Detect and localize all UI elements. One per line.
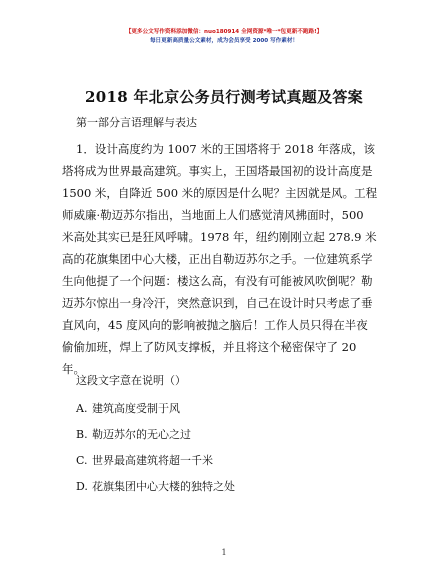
passage-line: 高的花旗集团中心大楼，正出自勒迈苏尔之手。一位建筑系学 [62,252,373,266]
answer-options [76,396,235,500]
passage-line: 米高处其实已是狂风呼啸。1978 年，纽约刚刚立起 278.9 米 [62,230,377,244]
option-d [76,474,235,500]
option-b [76,422,235,448]
option-text: 花旗集团中心大楼的独特之处 [92,480,235,493]
passage-line: 师威廉·勒迈苏尔指出，当地面上人们感觉清风拂面时，500 [62,208,364,222]
passage-line: 直风向，45 度风向的影响被抛之脑后！工作人员只得在半夜 [62,318,368,332]
passage-line: 生向他提了一个问题：楼这么高，有没有可能被风吹倒呢？勒 [62,274,373,288]
passage-line: 年。 [62,362,85,376]
option-text: 勒迈苏尔的无心之过 [92,428,191,441]
document-title: 2018 年北京公务员行测考试真题及答案 [85,88,363,106]
question-prompt: 这段文字意在说明（） [76,374,186,387]
option-a [76,396,235,422]
promo-banner [0,28,448,46]
section-heading: 第一部分言语理解与表达 [76,116,197,129]
promo-banner-line-1: 【更多公文写作资料添加微信：nuo180914 全网资源*唯一*包更新不跑路!】 [125,29,323,35]
option-c [76,448,235,474]
option-key: A. [76,402,88,415]
option-key: D. [76,480,88,493]
page-number: 1 [221,548,227,557]
promo-banner-line-2: 每日更新高质量公文素材，成为会员享受 2000 写作素材！ [149,38,299,44]
passage-line: 迈苏尔惊出一身冷汗，突然意识到，自己在设计时只考虑了垂 [62,296,373,310]
option-text: 世界最高建筑将超一千米 [92,454,213,467]
passage-line: 1．设计高度约为 1007 米的王国塔将于 2018 年落成，该 [76,142,375,156]
passage-line: 塔将成为世界最高建筑。事实上，王国塔最国初的设计高度是 [62,164,373,178]
option-key: B. [76,428,88,441]
option-key: C. [76,454,88,467]
question-passage [62,138,386,380]
option-text: 建筑高度受制于风 [92,402,180,415]
passage-line: 1500 米，自降近 500 米的原因是什么呢？主因就是风。工程 [62,186,378,200]
passage-line: 偷偷加班，焊上了防风支撑板，并且将这个秘密保守了 20 [62,340,357,354]
